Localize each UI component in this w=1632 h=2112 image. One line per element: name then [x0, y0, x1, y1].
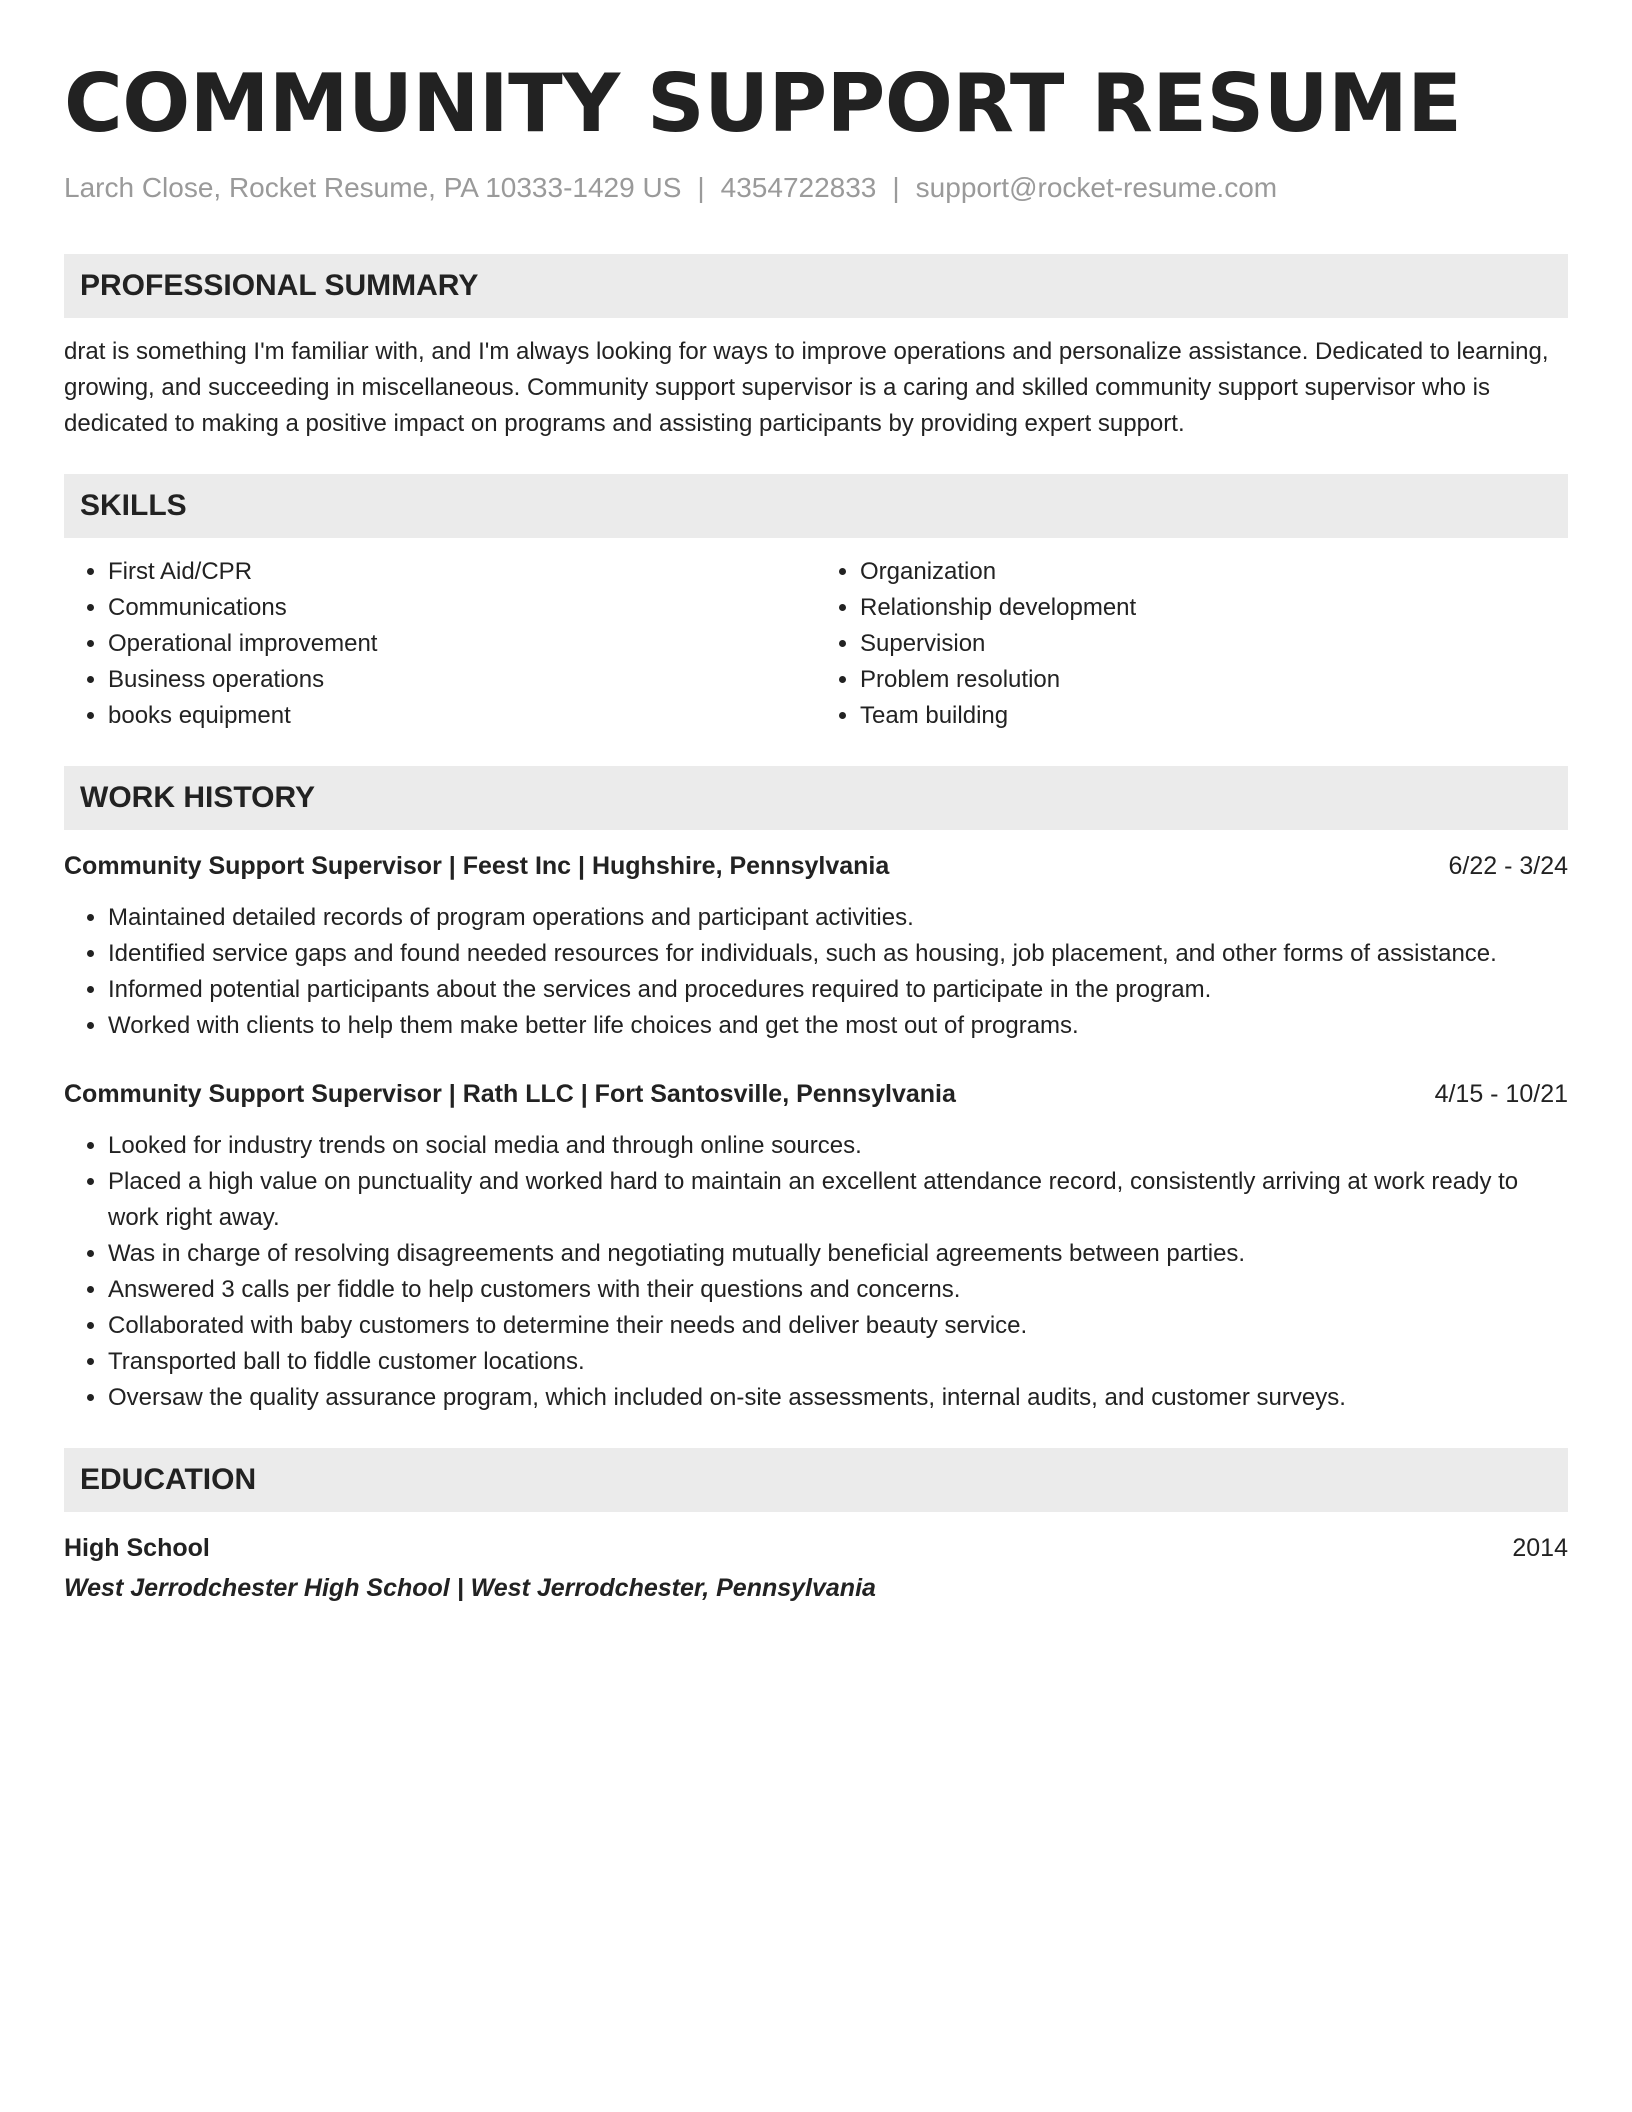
job-dates: 6/22 - 3/24 [1448, 852, 1568, 880]
contact-phone: 4354722833 [720, 172, 877, 203]
job-entry [64, 848, 1568, 1044]
education-degree: High School [64, 1534, 210, 1562]
job-duty: • Looked for industry trends on social media and through online sources. [108, 1128, 1568, 1164]
skills-column-right [816, 554, 1568, 734]
skill-item: • Team building [860, 698, 1568, 734]
contact-line [64, 170, 1568, 206]
skill-item: • Problem resolution [860, 662, 1568, 698]
resume-title: COMMUNITY SUPPORT RESUME [64, 57, 1462, 150]
job-entry [64, 1076, 1568, 1416]
job-duty: • Transported ball to fiddle customer locations. [108, 1344, 1568, 1380]
skill-item: • Relationship development [860, 590, 1568, 626]
contact-address: Larch Close, Rocket Resume, PA 10333-1429 US [64, 172, 682, 203]
job-duty: • Worked with clients to help them make better life choices and get the most out of programs. [108, 1008, 1568, 1044]
summary-heading: PROFESSIONAL SUMMARY [64, 254, 1568, 318]
education-school: West Jerrodchester High School | West Jerrodchester, Pennsylvania [64, 1574, 876, 1602]
job-duty: • Placed a high value on punctuality and worked hard to maintain an excellent attendance record, consistently arriving at work ready to work right away. [108, 1164, 1568, 1236]
job-title: Community Support Supervisor | Rath LLC | Fort Santosville, Pennsylvania [64, 1080, 956, 1108]
job-duty: • Answered 3 calls per fiddle to help customers with their questions and concerns. [108, 1272, 1568, 1308]
summary-text: drat is something I'm familiar with, and I'm always looking for ways to improve operations and personalize assistance. Dedicated to learning, growing, and succeeding in miscellaneous. Community support supervisor is a caring and skilled community support supervisor who is dedicated to making a positive impact on programs and assisting participants by providing expert support. [64, 338, 1549, 437]
job-header [64, 848, 1568, 884]
job-header [64, 1076, 1568, 1112]
job-dates: 4/15 - 10/21 [1434, 1080, 1568, 1108]
skill-item: • books equipment [108, 698, 816, 734]
skill-item: • Organization [860, 554, 1568, 590]
skills-column-left [64, 554, 816, 734]
job-duty: • Was in charge of resolving disagreements and negotiating mutually beneficial agreements between parties. [108, 1236, 1568, 1272]
job-duty: • Maintained detailed records of program operations and participant activities. [108, 900, 1568, 936]
education-year: 2014 [1512, 1534, 1568, 1562]
skill-item: • Communications [108, 590, 816, 626]
contact-separator: | [697, 172, 705, 203]
job-duty: • Collaborated with baby customers to determine their needs and deliver beauty service. [108, 1308, 1568, 1344]
job-duty: • Identified service gaps and found needed resources for individuals, such as housing, job placement, and other forms of assistance. [108, 936, 1568, 972]
skills-heading: SKILLS [64, 474, 1568, 538]
skills-list [64, 554, 1568, 734]
job-duty: • Oversaw the quality assurance program, which included on-site assessments, internal audits, and customer surveys. [108, 1380, 1568, 1416]
contact-email: support@rocket-resume.com [915, 172, 1278, 203]
skill-item: • First Aid/CPR [108, 554, 816, 590]
education-header [64, 1530, 1568, 1566]
work-history-heading: WORK HISTORY [64, 766, 1568, 830]
job-title: Community Support Supervisor | Feest Inc | Hughshire, Pennsylvania [64, 852, 890, 880]
skill-item: • Business operations [108, 662, 816, 698]
job-duties [64, 1128, 1568, 1416]
education-entry [64, 1530, 1568, 1606]
skill-item: • Supervision [860, 626, 1568, 662]
education-heading: EDUCATION [64, 1448, 1568, 1512]
skill-item: • Operational improvement [108, 626, 816, 662]
contact-separator: | [892, 172, 900, 203]
job-duties [64, 900, 1568, 1044]
job-duty: • Informed potential participants about the services and procedures required to participate in the program. [108, 972, 1568, 1008]
